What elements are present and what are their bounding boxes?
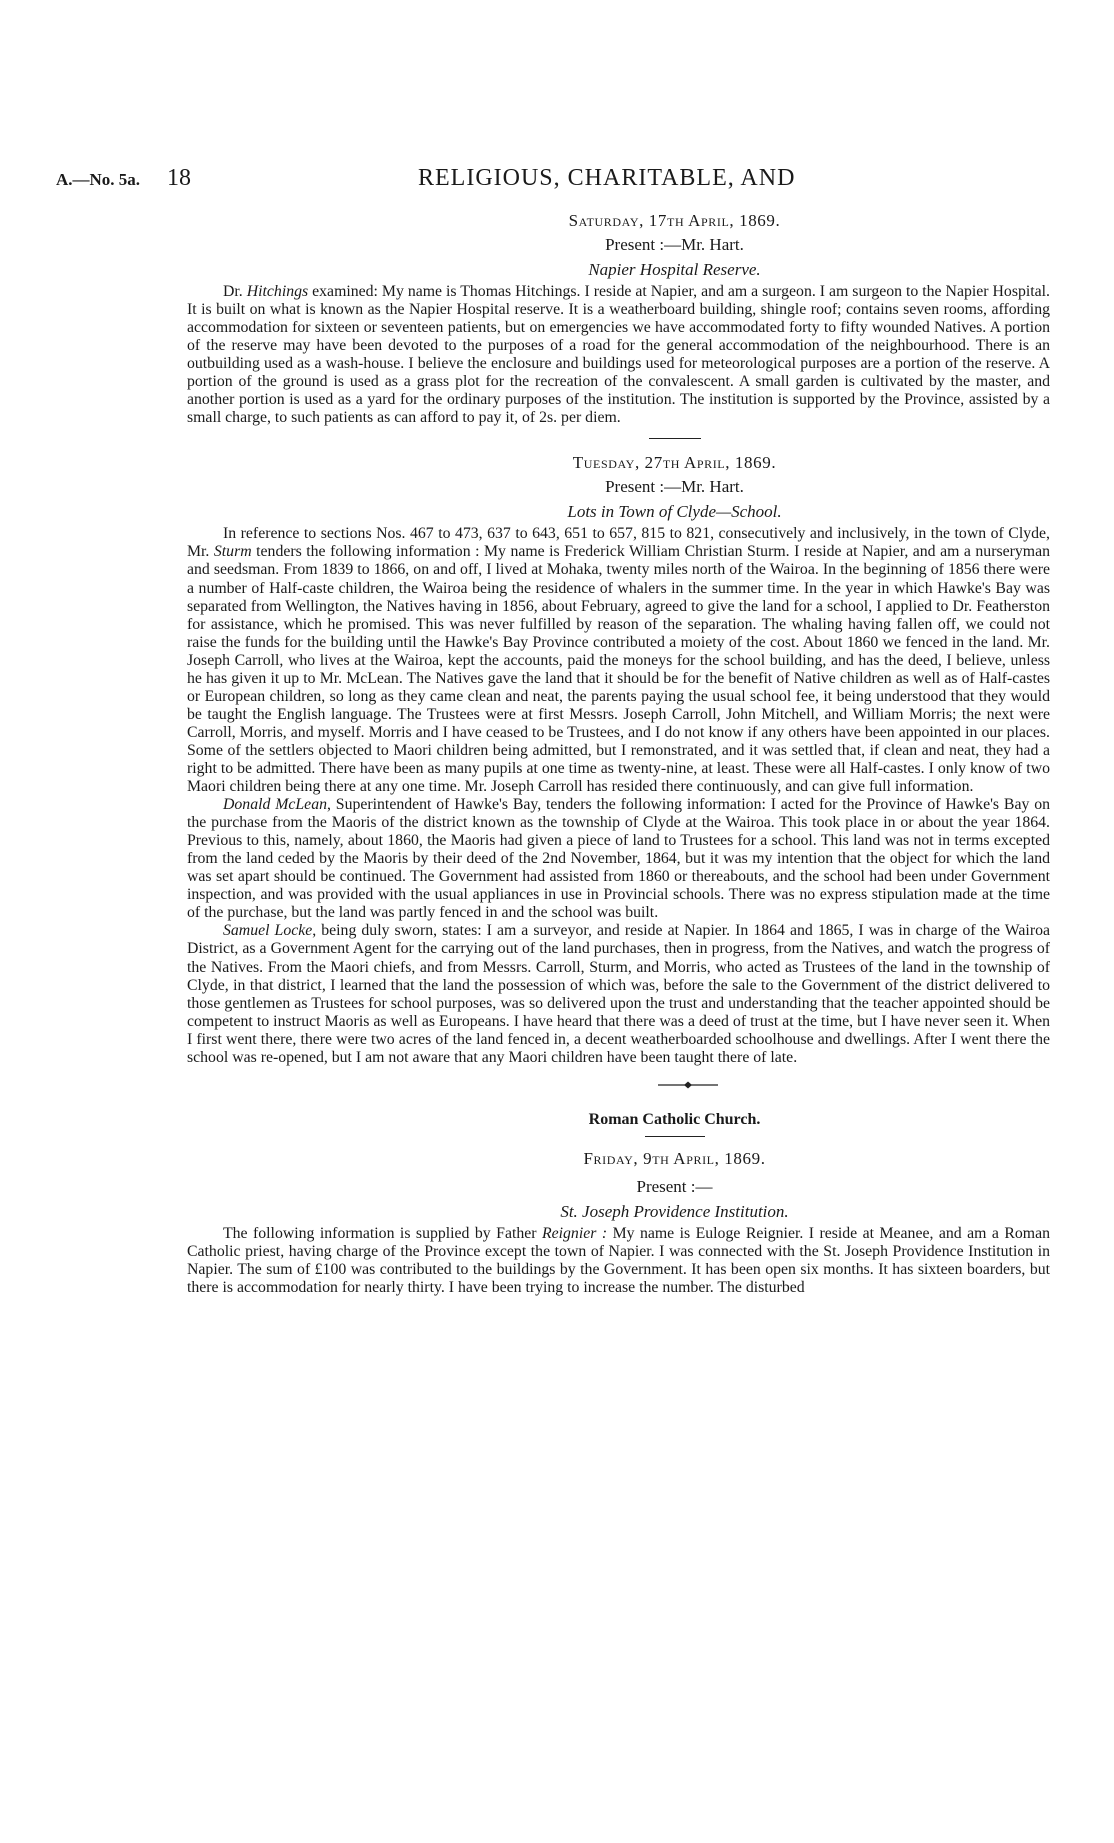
divider [187,1133,1050,1141]
section-heading: Roman Catholic Church. [588,1110,761,1128]
paragraph-text: , being duly sworn, states: I am a surveyor, and reside at Napier. In 1864 and 1865, I was in charge of the Wairoa District, as a Government Agent for the carrying out of the land purchases, then in progress, from the Natives, and watch the progress of the Natives. From the Maori chiefs, and from Messrs. Carroll, Sturm, and Morris, who acted as Trustees of the land in the township of Clyde, in that district, I learned that the land the possession of which was, before the sale to the Government of the district delivered to those gentlemen as Trustees for school purposes, was so delivered upon the trust and understanding that the teacher appointed should be competent to instruct Maoris as well as Europeans. I have heard that there was a deed of trust at the time, but I have never seen it. When I first went there, there were two acres of the land fenced in, a decent weatherboarded schoolhouse and dwellings. After I went there the school was re-opened, but I am not aware that any Maori children have been taught there of late. [187,922,1050,1066]
witness-name: Donald McLean [223,796,327,814]
paragraph [187,922,1050,1066]
present-line: Present :—Mr. Hart. [605,477,744,497]
section-subhead: Napier Hospital Reserve. [588,260,761,279]
present-line: Present :— [636,1176,713,1196]
witness-name: Sturm [213,543,252,561]
main-column [187,209,1050,1297]
page-number: 18 [167,165,191,191]
paragraph [187,525,1050,796]
paragraph-text: My name is Euloge Reignier. I reside at Meanee, and am a Roman Catholic priest, having charge of the Province except the town of Napier. I was connected with the St. Joseph Providence Institution in Napier. The sum of £100 was contributed to the buildings by the Government. It has been open six months. It has sixteen boarders, but there is accommodation for nearly thirty. I have been trying to increase the number. The disturbed [187,1224,1051,1296]
section-date: Friday, 9th April, 1869. [583,1148,766,1168]
section-subhead: Lots in Town of Clyde—School. [567,502,782,522]
section-date: Tuesday, 27th April, 1869. [572,453,777,473]
paragraph-text: examined: My name is Thomas Hitchings. I reside at Napier, and am a surgeon. I am surgeon to the Napier Hospital. It is built on what is known as the Napier Hospital reserve. It is a weatherboard building, shingle roof; contains seven rooms, affording accommodation for sixteen or seventeen patients, but on emergencies we have accommodated forty to fifty wounded Natives. A portion of the reserve may have been devoted to the purposes of a road for the general accommodation of the neighbourhood. There is an outbuilding used as a wash-house. I believe the enclosure and buildings used for meteorological purposes are a portion of the reserve. A portion of the ground is used as a grass plot for the recreation of the convalescent. A small garden is cultivated by the master, and another portion is used as a yard for the ordinary purposes of the institution. The institution is supported by the Province, assisted by a small charge, to such patients as can afford to pay it, of 2s. per diem. [187,283,1050,427]
document-reference: A.—No. 5a. [56,170,141,189]
paragraph [187,796,1050,922]
diamond-rule-icon [658,1081,718,1089]
running-title: RELIGIOUS, CHARITABLE, AND [418,165,796,191]
section-date: Saturday, 17th April, 1869. [568,211,781,230]
page-header [0,165,1114,198]
witness-name: Samuel Locke [223,922,313,940]
witness-name: Reignier : [541,1224,608,1242]
witness-name: Hitchings [246,283,309,300]
divider [187,427,1050,451]
paragraph-text: , Superintendent of Hawke's Bay, tenders the following information: I acted for the Province of Hawke's Bay on the purchase from the Maoris of the district known as the township of Clyde at the Wairoa. This took place in or about the year 1864. Previous to this, namely, about 1860, the Maoris had given a piece of land to Trustees for a school. This land was not in terms excepted from the land ceded by the Maoris by their deed of the 2nd November, 1864, but it was my intention that the object for which the land was set apart should be continued. The Government had assisted from 1860 or thereabouts, and the school had been under Government inspection, and was provided with the usual appliances in use in Provincial schools. There was no express stipulation made at the time of the purchase, but the land was partly fenced in and the school was built. [187,796,1050,922]
present-line: Present :—Mr. Hart. [605,235,744,254]
paragraph-lead: In reference to sections Nos. 467 to 473, 637 to 643, 651 to 657, 815 to 821, consecutively and inclusively, in the town of Clyde, Mr. [187,525,1050,561]
paragraph [187,283,1050,427]
paragraph-lead: The following information is supplied by Father [223,1224,542,1242]
paragraph-lead: Dr. [223,283,247,300]
paragraph-text: tenders the following information : My name is Frederick William Christian Sturm. I reside at Napier, and am a nurseryman and seedsman. From 1839 to 1866, on and off, I lived at Mohaka, twenty miles north of the Wairoa. In the beginning of 1856 there were a number of Half-caste children, the Wairoa being the residence of whalers in the summer time. In the year in which Hawke's Bay was separated from Wellington, the Natives having in 1856, about February, agreed to give the land for a school, I applied to Dr. Featherston for assistance, which he promised. This was never fulfilled by reason of the separation. The whaling having fallen off, we could not raise the funds for the building until the Hawke's Bay Province contributed a moiety of the cost. About 1860 we fenced in the land. Mr. Joseph Carroll, who lives at the Wairoa, kept the accounts, paid the moneys for the school building, and has the deed, I believe, unless he has given it up to Mr. McLean. The Natives gave the land that it should be for the benefit of Native children as well as of Half-castes or European children, so long as they came clean and neat, the parents paying the usual school fee, it being understood that they would be taught the English language. The Trustees were at first Messrs. Joseph Carroll, John Mitchell, and William Morris; the next were Carroll, Morris, and myself. Morris and I have ceased to be Trustees, and I do not know if any others have been appointed in our places. Some of the settlers objected to Maori children being admitted, but I remonstrated, and it was settled that, if clean and neat, they had a right to be admitted. There have been as many pupils at one time as twenty-nine, at least. These were all Half-castes. I only know of two Maori children being there at any one time. Mr. Joseph Carroll has resided there continuously, and can give full information. [187,543,1050,796]
ornamental-divider [187,1067,1050,1107]
section-subhead: St. Joseph Providence Institution. [560,1201,789,1221]
paragraph [187,1225,1050,1297]
